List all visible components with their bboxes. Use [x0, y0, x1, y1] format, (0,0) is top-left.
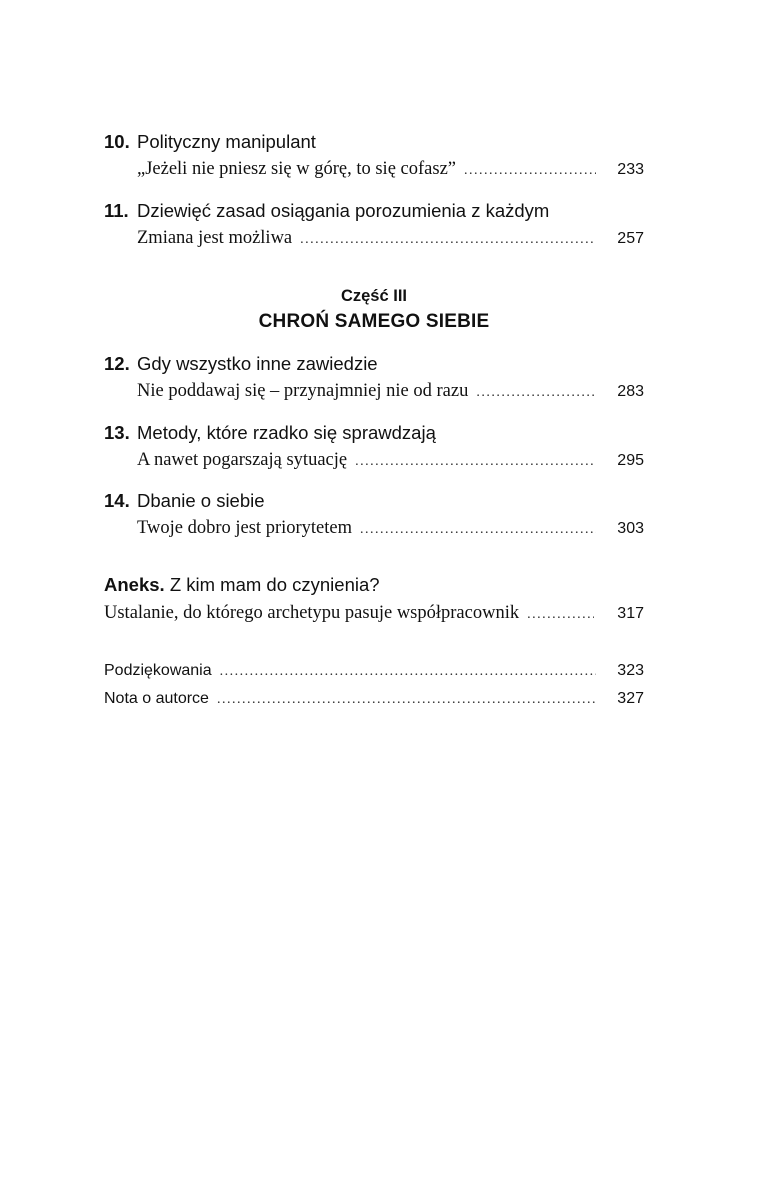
appendix-subtitle: Ustalanie, do którego archetypu pasuje współpracownik [104, 603, 520, 623]
chapter-number: 12. [104, 353, 130, 374]
part-title: CHROŃ SAMEGO SIEBIE [258, 311, 490, 332]
page-number: 233 [617, 161, 644, 178]
page-number: 283 [617, 383, 644, 400]
chapter-number: 14. [104, 490, 130, 511]
dot-leader [217, 686, 596, 714]
chapter-subtitle-line [137, 224, 644, 252]
chapter-heading [104, 351, 644, 377]
toc-chapter-12 [104, 351, 644, 405]
chapter-subtitle-line [137, 377, 644, 405]
chapter-heading [104, 488, 644, 514]
toc-chapter-10 [104, 129, 644, 183]
chapter-heading [104, 420, 644, 446]
chapter-subtitle: „Jeżeli nie pniesz się w górę, to się cofasz” [137, 159, 456, 179]
toc-chapter-14 [104, 488, 644, 542]
chapter-heading [104, 198, 644, 224]
chapter-title: Dziewięć zasad osiągania porozumienia z każdym [137, 200, 550, 221]
back-matter-title: Podziękowania [104, 662, 212, 679]
appendix-title: Z kim mam do czynienia? [169, 574, 380, 595]
page-number: 303 [617, 520, 644, 537]
appendix-prefix: Aneks. [104, 574, 165, 595]
toc-chapter-11 [104, 198, 644, 252]
dot-leader [527, 601, 594, 629]
back-matter-title: Nota o autorce [104, 690, 209, 707]
chapter-title: Dbanie o siebie [137, 490, 265, 511]
chapter-number: 13. [104, 422, 130, 443]
page-number: 317 [617, 605, 644, 622]
chapter-number: 10. [104, 131, 130, 152]
chapter-title: Polityczny manipulant [137, 131, 316, 152]
toc-back-matter [104, 657, 644, 713]
page-number: 257 [617, 230, 644, 247]
part-label: Część III [340, 287, 408, 305]
chapter-subtitle: Zmiana jest możliwa [137, 228, 293, 248]
chapter-title: Metody, które rzadko się sprawdzają [137, 422, 436, 443]
back-matter-item [104, 657, 644, 685]
chapter-heading [104, 129, 644, 155]
chapter-subtitle: Twoje dobro jest priorytetem [137, 518, 352, 538]
chapter-title: Gdy wszystko inne zawiedzie [137, 353, 378, 374]
dot-leader [464, 157, 596, 185]
appendix-subtitle-line [104, 599, 644, 627]
page-number: 327 [617, 690, 644, 707]
back-matter-item [104, 685, 644, 713]
part-heading [104, 284, 644, 336]
appendix-heading [104, 571, 644, 599]
chapter-subtitle-line [137, 514, 644, 542]
chapter-subtitle-line [137, 446, 644, 474]
toc-appendix [104, 571, 644, 627]
toc-chapter-13 [104, 420, 644, 474]
page-number: 323 [617, 662, 644, 679]
dot-leader [360, 516, 596, 544]
chapter-number: 11. [104, 200, 129, 221]
chapter-subtitle-line [137, 155, 644, 183]
dot-leader [300, 226, 596, 254]
chapter-subtitle: Nie poddawaj się – przynajmniej nie od razu [137, 381, 469, 401]
dot-leader [476, 379, 596, 407]
dot-leader [220, 658, 596, 686]
page-number: 295 [617, 452, 644, 469]
chapter-subtitle: A nawet pogarszają sytuację [137, 450, 348, 470]
dot-leader [355, 448, 596, 476]
